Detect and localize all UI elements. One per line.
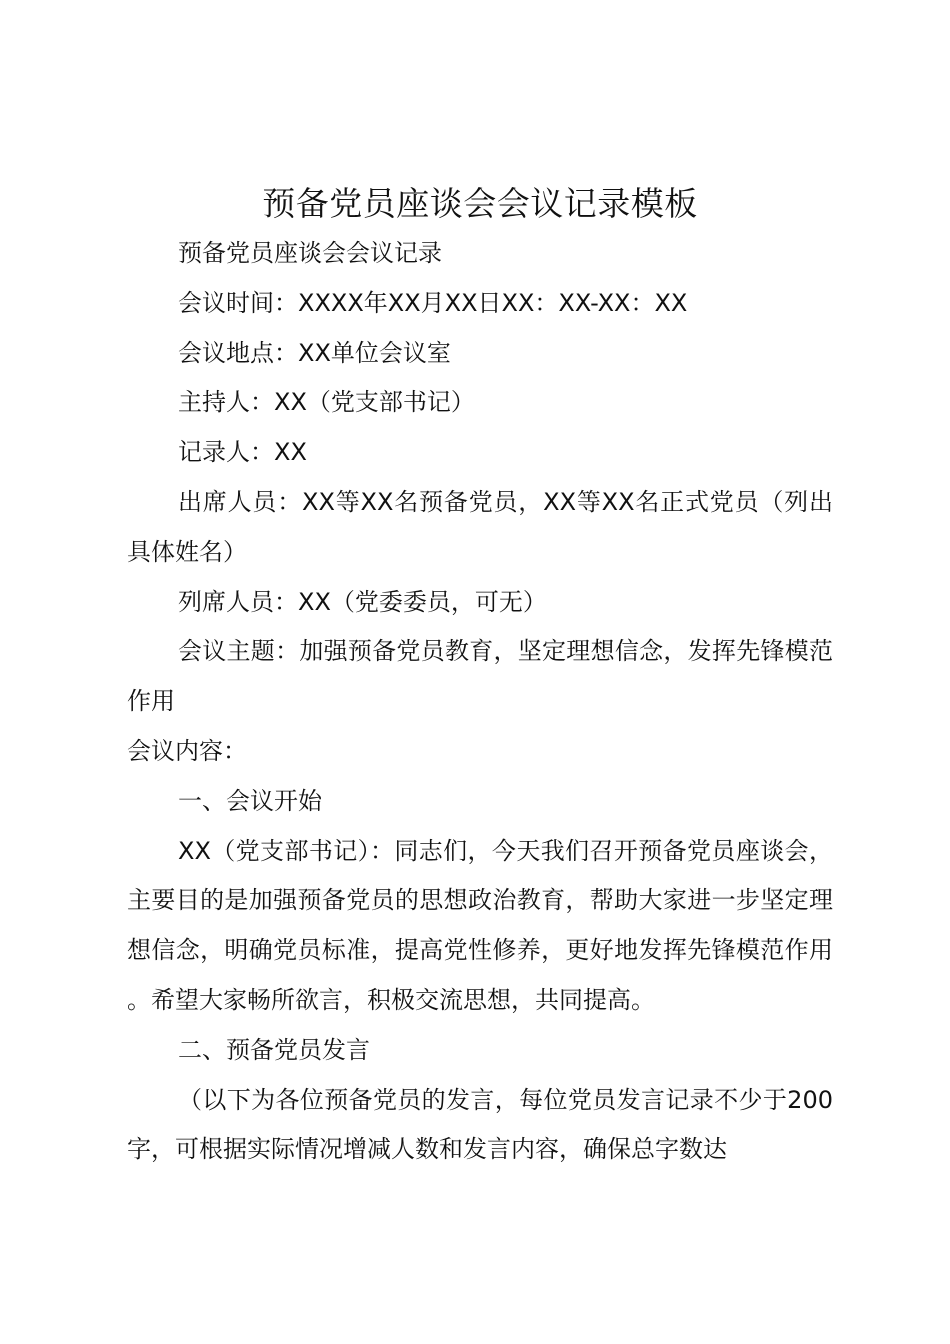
paragraph-host: 主持人：XX（党支部书记） [178,388,475,417]
paragraph-recorder: 记录人：XX [178,438,307,467]
paragraph-speech-instructions: （以下为各位预备党员的发言，每位党员发言记录不少于200字，可根据实际情况增减人数和发言内容，确保总字数达 [127,1085,833,1164]
paragraph-observers: 列席人员：XX（党委委员，可无） [178,587,547,616]
section-heading-meeting-start: 一、会议开始 [178,786,322,815]
paragraph-secretary-speech: XX（党支部书记）：同志们，今天我们召开预备党员座谈会，主要目的是加强预备党员的思想政治教育，帮助大家进一步坚定理想信念，明确党员标准，提高党性修养，更好地发挥先锋模范作用。希望大家畅所欲言，积极交流思想，共同提高。 [127,836,833,1014]
paragraph-meeting-theme: 会议主题：加强预备党员教育，坚定理想信念，发挥先锋模范作用 [127,637,833,716]
paragraph-meeting-content-label: 会议内容： [127,736,247,765]
paragraph-record-heading: 预备党员座谈会会议记录 [178,239,442,267]
section-heading-member-speeches: 二、预备党员发言 [178,1035,370,1064]
paragraph-meeting-location: 会议地点：XX单位会议室 [178,338,451,367]
paragraph-meeting-time: 会议时间：XXXX年XX月XX日XX：XX-XX：XX [178,288,688,317]
document-title: 预备党员座谈会会议记录模板 [262,184,698,223]
paragraph-attendees: 出席人员：XX等XX名预备党员，XX等XX名正式党员（列出具体姓名） [127,487,833,566]
document-body [127,229,833,1175]
